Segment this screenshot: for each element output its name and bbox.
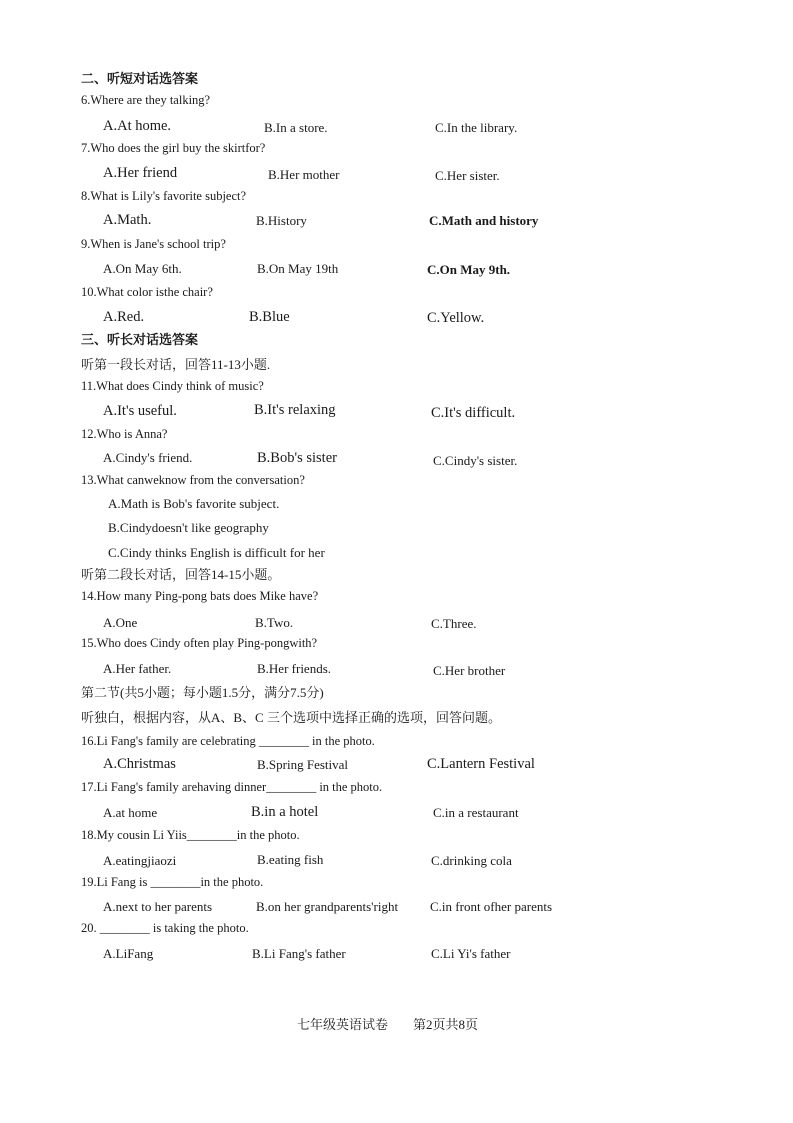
option-9a: A.On May 6th.	[103, 261, 182, 276]
footer-page-number: 第2页共8页	[413, 1017, 479, 1032]
question-20: 20. ________ is taking the photo.	[81, 921, 249, 935]
question-12: 12.Who is Anna?	[81, 427, 168, 441]
option-20c: C.Li Yi's father	[431, 946, 511, 961]
question-19: 19.Li Fang is ________in the photo.	[81, 875, 264, 889]
question-13: 13.What canweknow from the conversation?	[81, 473, 305, 487]
option-8c: C.Math and history	[429, 213, 539, 228]
option-15a: A.Her father.	[103, 661, 172, 676]
option-7a: A.Her friend	[103, 165, 178, 181]
question-11: 11.What does Cindy think of music?	[81, 379, 264, 393]
option-12c: C.Cindy's sister.	[433, 453, 518, 468]
option-14a: A.One	[103, 615, 138, 630]
question-15: 15.Who does Cindy often play Ping-pongwith?	[81, 636, 318, 650]
option-8b: B.History	[256, 213, 307, 228]
question-14: 14.How many Ping-pong bats does Mike have?	[81, 589, 319, 603]
part-1-intro: 听第一段长对话，回答11-13小题.	[81, 357, 271, 372]
footer-exam-title: 七年级英语试卷	[297, 1017, 389, 1032]
question-6: 6.Where are they talking?	[81, 93, 211, 107]
option-6c: C.In the library.	[435, 120, 518, 135]
question-18: 18.My cousin Li Yiis________in the photo.	[81, 828, 300, 842]
part-2-instruction: 听独白，根据内容，从A、B、C 三个选项中选择正确的选项，回答问题。	[81, 710, 501, 725]
option-15c: C.Her brother	[433, 663, 506, 678]
option-11c: C.It's difficult.	[431, 405, 516, 421]
option-12a: A.Cindy's friend.	[103, 450, 193, 465]
question-17: 17.Li Fang's family arehaving dinner________ in the photo.	[81, 780, 383, 794]
option-11b: B.It's relaxing	[254, 402, 336, 418]
option-12b: B.Bob's sister	[257, 450, 337, 466]
option-9c: C.On May 9th.	[427, 262, 511, 277]
option-19b: B.on her grandparents'right	[256, 899, 399, 914]
question-10: 10.What color isthe chair?	[81, 285, 213, 299]
option-14c: C.Three.	[431, 616, 477, 631]
option-9b: B.On May 19th	[257, 261, 339, 276]
option-6a: A.At home.	[103, 118, 172, 134]
option-10c: C.Yellow.	[427, 310, 485, 326]
option-16c: C.Lantern Festival	[427, 756, 535, 772]
option-13b: B.Cindydoesn't like geography	[108, 520, 269, 535]
option-15b: B.Her friends.	[257, 661, 332, 676]
question-9: 9.When is Jane's school trip?	[81, 237, 226, 251]
option-14b: B.Two.	[255, 615, 294, 630]
option-11a: A.It's useful.	[103, 403, 177, 419]
part-2-header: 第二节(共5小题；每小题1.5分，满分7.5分)	[81, 685, 324, 700]
option-20a: A.LiFang	[103, 946, 154, 961]
option-19c: C.in front ofher parents	[430, 899, 553, 914]
option-17a: A.at home	[103, 805, 158, 820]
option-18b: B.eating fish	[257, 852, 324, 867]
option-20b: B.Li Fang's father	[252, 946, 346, 961]
question-7: 7.Who does the girl buy the skirtfor?	[81, 141, 266, 155]
option-13a: A.Math is Bob's favorite subject.	[108, 496, 280, 511]
option-7c: C.Her sister.	[435, 168, 500, 183]
option-18a: A.eatingjiaozi	[103, 853, 177, 868]
option-16a: A.Christmas	[103, 756, 176, 772]
option-7b: B.Her mother	[268, 167, 340, 182]
section-2-title: 二、听短对话选答案	[81, 71, 199, 86]
question-16: 16.Li Fang's family are celebrating ________ in the photo.	[81, 734, 375, 748]
option-6b: B.In a store.	[264, 120, 328, 135]
option-16b: B.Spring Festival	[257, 757, 349, 772]
option-10a: A.Red.	[103, 309, 145, 325]
question-8: 8.What is Lily's favorite subject?	[81, 189, 247, 203]
section-3-title: 三、听长对话选答案	[81, 332, 199, 347]
part-2-intro: 听第二段长对话，回答14-15小题。	[81, 567, 281, 582]
option-17c: C.in a restaurant	[433, 805, 519, 820]
option-18c: C.drinking cola	[431, 853, 512, 868]
option-8a: A.Math.	[103, 212, 152, 228]
option-10b: B.Blue	[249, 309, 290, 325]
option-17b: B.in a hotel	[251, 804, 319, 820]
option-13c: C.Cindy thinks English is difficult for her	[108, 545, 325, 560]
option-19a: A.next to her parents	[103, 899, 213, 914]
